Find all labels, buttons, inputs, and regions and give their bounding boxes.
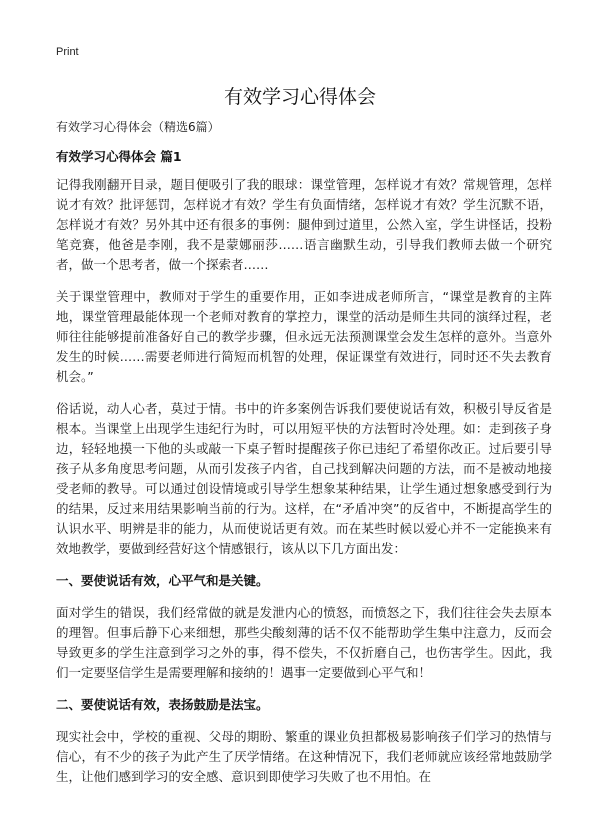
paragraph-3: 俗话说，动人心者，莫过于情。书中的许多案例告诉我们要使说话有效，积极引导反省是根本。当课堂上出现学生违纪行为时，可以用短平快的方法暂时冷处理。如：走到孩子身边，轻轻地摸一下他的头或敲一下桌子暂时提醒孩子你已违纪了希望你改正。过后要引导孩子从多角度思考问题，从而引发孩子内省，自己找到解决问题的方法，而不是被动地接受老师的教导。可以通过创设情境或引导学生想象某种结果，让学生通过想象感受到行为的结果，反过来用结果影响当前的行为。这样，在“矛盾冲突”的反省中，不断提高学生的认识水平、明辨是非的能力，从而使说话更有效。而在某些时候以爱心并不一定能换来有效地教学，要做到经营好这个情感银行，该从以下几方面出发：: [56, 401, 552, 556]
section-2-paragraph: 现实社会中，学校的重视、父母的期盼、繁重的课业负担都极易影响孩子们学习的热情与信心，有不少的孩子为此产生了厌学情绪。在这种情况下，我们老师就应该经常地鼓励学生，让他们感到学习的安全感、意识到即使学习失败了也不用怕。在: [56, 729, 552, 784]
document-subtitle: 有效学习心得体会（精选6篇）: [56, 120, 220, 134]
document-body: [56, 118, 552, 799]
section-heading-1: 一、要使说话有效，心平气和是关键。: [56, 573, 269, 588]
print-link[interactable]: Print: [56, 46, 79, 58]
article-heading: 有效学习心得体会 篇1: [56, 149, 182, 164]
paragraph-2: 关于课堂管理中，教师对于学生的重要作用，正如李进成老师所言，“课堂是教育的主阵地，课堂管理最能体现一个老师对教育的掌控力，课堂的活动是师生共同的演绎过程，老师往往能够提前准备好自己的教学步骤，但永远无法预测课堂会发生怎样的意外。当意外发生的时候……需要老师进行简短而机智的处理，保证课堂有效进行，同时还不失去教育机会。”: [56, 289, 552, 384]
page-title: 有效学习心得体会: [223, 86, 376, 108]
section-1-paragraph: 面对学生的错误，我们经常做的就是发泄内心的愤怒，而愤怒之下，我们往往会失去原本的理智。但事后静下心来细想，那些尖酸刻薄的话不仅不能帮助学生集中注意力，反而会导致更多的学生注意到学习之外的事，得不偿失，不仅折磨自己，也伤害学生。因此，我们一定要坚信学生是需要理解和接纳的！遇事一定要做到心平气和！: [56, 605, 552, 680]
section-heading-2: 二、要使说话有效，表扬鼓励是法宝。: [56, 697, 269, 712]
paragraph-1: 记得我刚翻开目录，题目便吸引了我的眼球：课堂管理，怎样说才有效？常规管理，怎样说才有效？批评惩罚，怎样说才有效？学生有负面情绪，怎样说才有效？学生沉默不语，怎样说才有效？另外其中还有很多的事例：腿伸到过道里，公然入室，学生讲怪话，投粉笔竞赛，他爸是李刚，我不是蒙娜丽莎……语言幽默生动，引导我们教师去做一个研究者，做一个思考者，做一个探索者……: [56, 177, 552, 272]
